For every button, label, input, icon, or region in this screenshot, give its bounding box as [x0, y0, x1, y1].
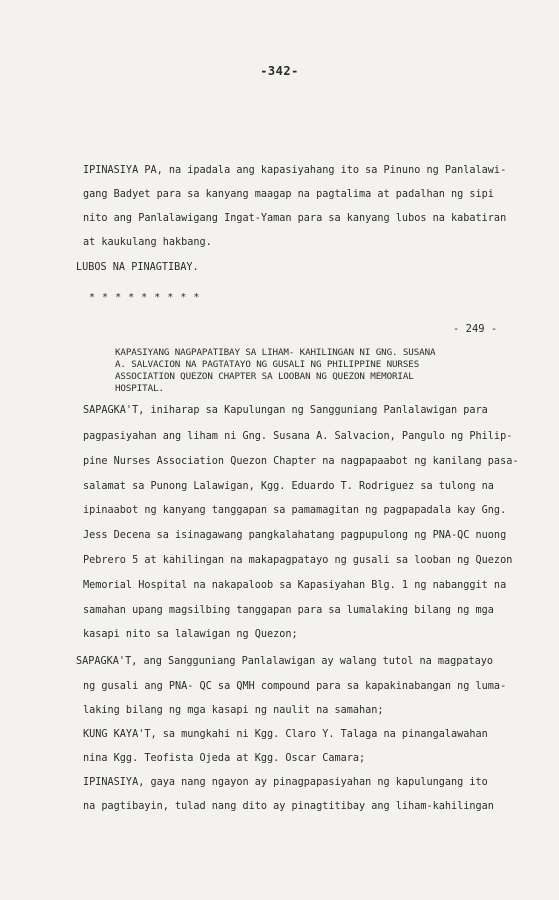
text-line: at kaukulang hakbang.	[83, 237, 212, 248]
text-line: pine Nurses Association Quezon Chapter na nagpapaabot ng kanilang pasa-	[83, 456, 519, 467]
text-line: KUNG KAYA'T, sa mungkahi ni Kgg. Claro Y. Talaga na pinangalawahan	[83, 729, 488, 740]
text-line: pagpasiyahan ang liham ni Gng. Susana A. Salvacion, Pangulo ng Philip-	[83, 431, 513, 442]
title-line: A. SALVACION NA PAGTATAYO NG GUSALI NG PHILIPPINE NURSES	[115, 359, 420, 370]
text-line: ipinaabot ng kanyang tanggapan sa pamamagitan ng pagpapadala kay Gng.	[83, 505, 507, 516]
text-line: Pebrero 5 at kahilingan na makapagpatayo ng gusali sa looban ng Quezon	[83, 555, 513, 566]
text-line: nito ang Panlalawigang Ingat-Yaman para sa kanyang lubos na kabatiran	[83, 213, 507, 224]
text-line: salamat sa Punong Lalawigan, Kgg. Eduardo T. Rodriguez sa tulong na	[83, 481, 494, 492]
resolution-number: - 249 -	[453, 323, 498, 335]
text-line: SAPAGKA'T, iniharap sa Kapulungan ng Sangguniang Panlalawigan para	[83, 405, 488, 416]
text-line: ng gusali ang PNA- QC sa QMH compound para sa kapakinabangan ng luma-	[83, 681, 507, 692]
text-line: samahan upang magsilbing tanggapan para sa lumalaking bilang ng mga	[83, 605, 494, 616]
text-line: SAPAGKA'T, ang Sangguniang Panlalawigan ay walang tutol na magpatayo	[76, 656, 494, 667]
separator-stars: * * * * * * * * *	[89, 292, 200, 303]
text-line: nina Kgg. Teofista Ojeda at Kgg. Oscar Camara;	[83, 753, 366, 764]
text-line: IPINASIYA PA, na ipadala ang kapasiyahang ito sa Pinuno ng Panlalawi-	[83, 165, 507, 176]
text-line: IPINASIYA, gaya nang ngayon ay pinagpapasiyahan ng kapulungang ito	[83, 777, 488, 788]
text-line: Jess Decena sa isinagawang pangkalahatang pagpupulong ng PNA-QC nuong	[83, 530, 507, 541]
text-line: gang Badyet para sa kanyang maagap na pagtalima at padalhan ng sipi	[83, 189, 494, 200]
title-line: HOSPITAL.	[115, 383, 164, 394]
approval-line: LUBOS NA PINAGTIBAY.	[76, 262, 199, 273]
text-line: Memorial Hospital na nakapaloob sa Kapasiyahan Blg. 1 ng nabanggit na	[83, 580, 507, 591]
title-line: KAPASIYANG NAGPAPATIBAY SA LIHAM- KAHILINGAN NI GNG. SUSANA	[115, 347, 436, 358]
text-line: laking bilang ng mga kasapi ng naulit na samahan;	[83, 705, 384, 716]
title-line: ASSOCIATION QUEZON CHAPTER SA LOOBAN NG QUEZON MEMORIAL	[115, 371, 414, 382]
text-line: kasapi nito sa lalawigan ng Quezon;	[83, 629, 298, 640]
text-line: na pagtibayin, tulad nang dito ay pinagtitibay ang liham-kahilingan	[83, 801, 494, 812]
page-number: -342-	[260, 64, 299, 78]
